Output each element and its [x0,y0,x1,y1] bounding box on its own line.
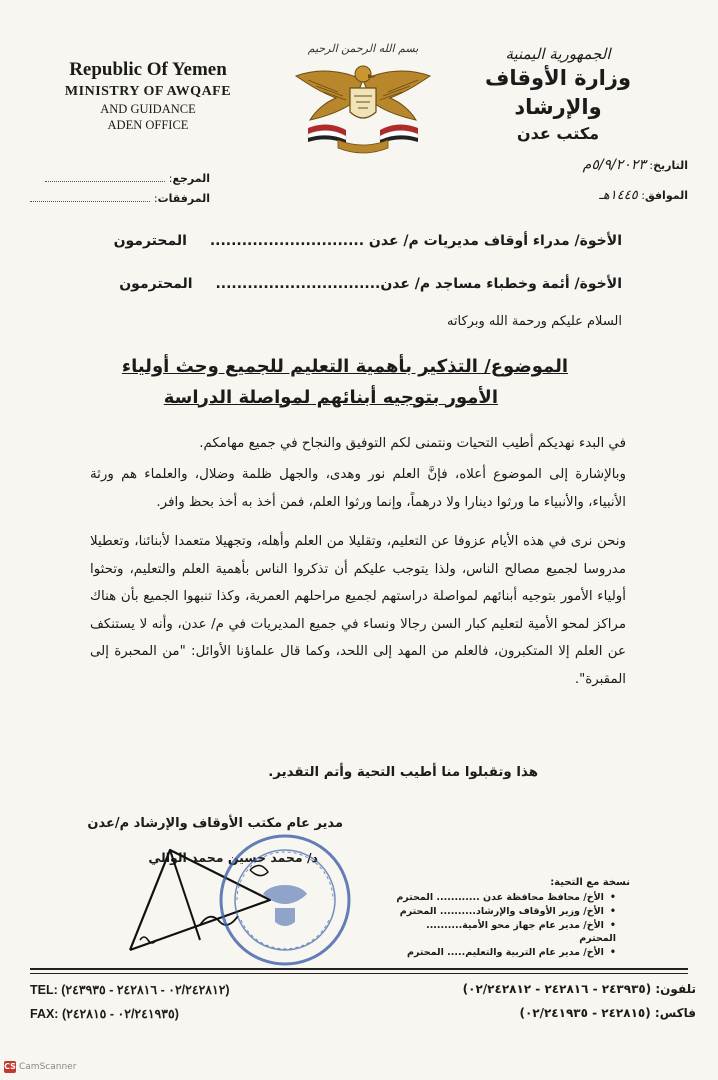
copy-recipient: • الأخ/ مدير عام جهاز محو الأمية.......... المحترم [390,919,616,947]
copy-recipient: • الأخ/ مدير عام التربية والتعليم..... المحترم [390,946,616,960]
attachments-value-line [30,201,150,202]
recipient-1 [82,233,622,249]
country-name-ar: الجمهورية اليمنية [505,45,611,63]
office-name-ar: مكتب عدن [516,123,600,143]
attachments-label: المرفقات [157,192,210,205]
ministry-name-ar: وزارة الأوقاف والإرشاد [484,66,632,119]
body-paragraph-1: في البدء نهديكم أطيب التحيات ونتمنى لكم التوفيق والنجاح في جميع مهامكم. [199,436,626,451]
greeting: السلام عليكم ورحمة الله وبركاته [446,314,622,329]
ref-value-line [45,181,165,182]
attachments-row: المرفقات: [30,192,210,205]
signatory-title: مدير عام مكتب الأوقاف والإرشاد م/عدن [87,816,343,831]
closing-line: هذا وتقبلوا منا أطيب التحية وأتم التقدير. [268,765,538,780]
yemen-eagle-emblem [288,40,438,160]
copy-recipient: • الأخ/ وزير الأوقاف والإرشاد.......... المحترم [390,905,616,919]
scanner-label: CamScanner [19,1062,77,1072]
letterhead-arabic [438,44,678,145]
ministry-name-en-2: AND GUIDANCE [100,101,196,116]
ministry-name-en: MINISTRY OF AWQAFE [64,83,232,99]
date-value: ٥/٩/٢٠٢٣م [582,157,646,173]
ref-label: المرجع [172,172,210,185]
signatory-name: د/ محمد حسين محمد الوالي [148,850,318,865]
body-paragraph-3: ونحن نرى في هذه الأيام عزوفا عن التعليم، وتقليلا من العلم وأهله، وتجهيلا متعمدا لأبنائنا، وتعطيلا مدروسا لجميع مصالح الناس، ولذا يتوجب عليكم أن تذكروا الناس بأهمية العلم والتعليم، وتحثوا أولياء الأمور بتوجيه أبنائهم لمواصلة دراستهم لجميع مراحلهم العمرية، وكذا تنبهوا الجميع بأن هناك مراكز لمحو الأمية لتعليم كبار السن رجالا ونساء في جميع المديريات في م/ عدن، وأنه لا يستنكف عن العلم إلا المتكبرون، فالعلم من المهد إلى اللحد، وكما قال علماؤنا الأوائل: "من المحبرة إلى المقبرة". [90,534,626,687]
hijri-value: ١٤٤٥هـ [599,188,638,203]
copies-list [390,877,630,960]
footer-fax-ar: فاكس: (٢٤٢٨١٥ - ٠٢/٢٤١٩٣٥) [519,1006,696,1020]
letterhead-english [38,58,258,133]
copy-recipient: • الأخ/ محافظ محافظة عدن ............ المحترم [390,891,616,905]
subject-line-2: الأمور بتوجيه أبنائهم لمواصلة الدراسة [163,386,498,408]
country-name-en: Republic Of Yemen [69,59,227,80]
footer-tel-ar: تلفون: (٢٤٣٩٣٥ - ٢٤٢٨١٦ - ٠٢/٢٤٢٨١٢) [462,982,696,996]
office-name-en: ADEN OFFICE [107,118,189,133]
footer-divider-bottom [30,973,688,974]
footer-fax-en: FAX: (٠٢/٢٤١٩٣٥ - ٢٤٢٨١٥) [30,1007,179,1021]
recipient-1-suffix: المحترمون [113,233,187,249]
recipient-2 [82,276,622,292]
subject [108,352,568,413]
copies-header: نسخة مع التحية: [550,877,630,888]
letter-body [90,430,626,693]
hijri-label: الموافق [644,189,688,202]
ref-row: المرجع: [30,172,210,185]
body-paragraph-2: وبالإشارة إلى الموضوع أعلاه، فإنَّ العلم نور وهدى، والجهل ظلمة وضلال، والعلماء هم ورثة الأنبياء، والأنبياء ما ورثوا دينارا ولا درهماً، وإنما ورثوا العلم، فمن أخذ به أخذ بحظ وافر. [90,467,626,510]
recipient-2-text: الأخوة/ أئمة وخطباء مساجد م/ عدن............................... [215,276,622,292]
date-row: التاريخ: ٥/٩/٢٠٢٣م [582,157,688,173]
footer-tel-en: TEL: (٠٢/٢٤٢٨١٢ - ٢٤٢٨١٦ - ٢٤٣٩٣٥) [30,983,230,997]
camscanner-logo-icon: CS [4,1062,16,1071]
official-stamp [215,830,355,970]
footer-divider-top [30,968,688,970]
subject-line-1: الموضوع/ التذكير بأهمية التعليم للجميع وحث أولياء [121,356,568,377]
date-label: التاريخ [653,159,688,172]
recipient-1-text: الأخوة/ مدراء أوقاف مديريات م/ عدن ............................. [209,233,622,249]
basmala-text: بسم الله الرحمن الرحيم [307,42,419,55]
hijri-row: الموافق: ١٤٤٥هـ [599,188,688,203]
recipient-2-suffix: المحترمون [119,276,193,292]
scanner-watermark [4,1061,76,1073]
